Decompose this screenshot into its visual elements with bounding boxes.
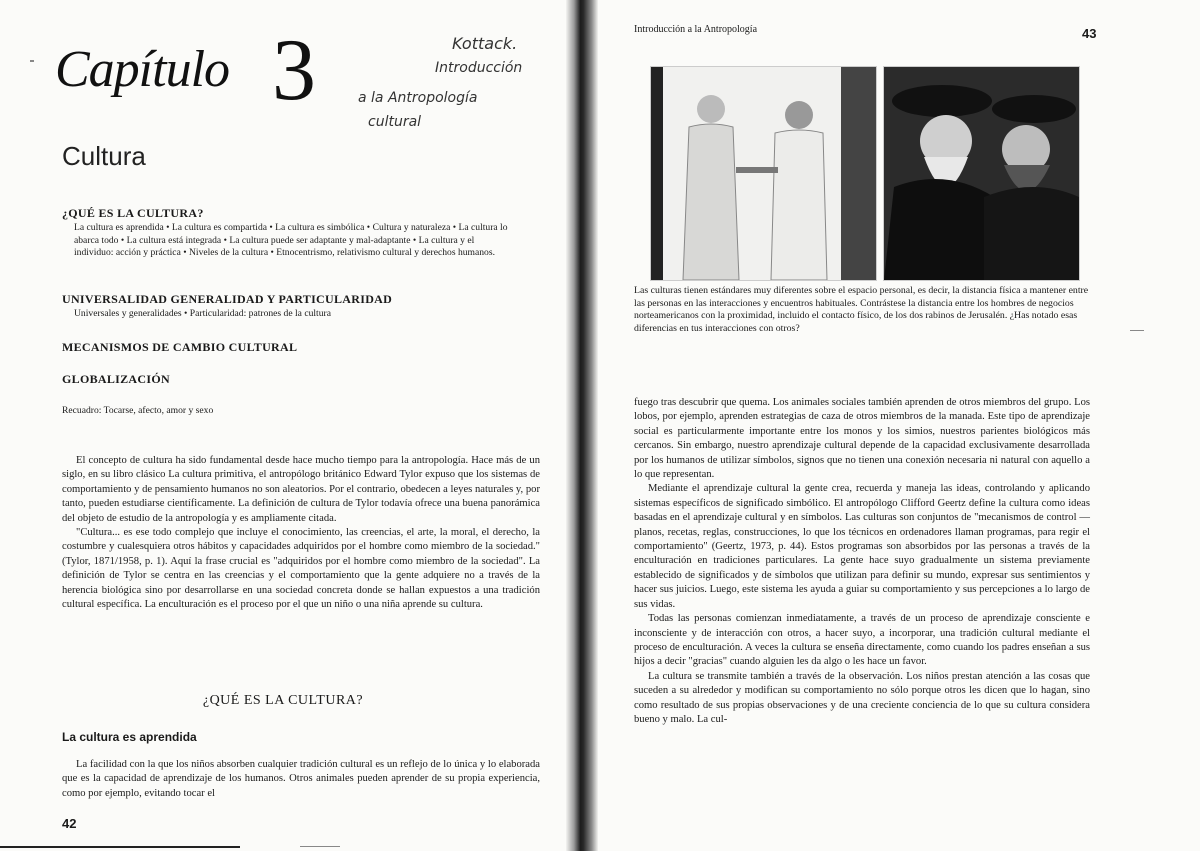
toc-heading-4: GLOBALIZACIÓN (62, 372, 170, 386)
handwritten-note-line-3: cultural (368, 114, 422, 130)
section-title: ¿QUÉ ES LA CULTURA? (202, 693, 364, 708)
rabbis-illustration (884, 67, 1079, 280)
right-paragraph-3: Todas las personas comienzan inmediatamente, a través de un proceso de aprendizaje consciente e inconsciente y de interacción con otros, a hacer suyo, a incorporar, una tradición cultural mediante el proceso de enculturación. A veces la cultura se enseña directamente, como cuando los padres enseñan a sus hijos a decir "gracias" cuando alguien les da algo o les hace un favor. (634, 613, 1090, 668)
handwritten-note-line-2: a la Antropología (358, 90, 478, 106)
scan-speck (30, 60, 34, 62)
left-page (0, 0, 566, 851)
right-paragraph-2: Mediante el aprendizaje cultural la gente crea, recuerda y maneja las ideas, controlando y aplicando sistemas específicos de significado simbólico. El antropólogo Clifford Geertz define la cultura como ideas basadas en el aprendizaje cultural y en símbolos. Las culturas son conjuntos de "mecanismos de control —planos, recetas, reglas, construcciones, lo que los técnicos en ordenadores llaman programas, para regir el comportamiento" (Geertz, 1973, p. 44). Estos programas son absorbidos por las personas a través de la enculturación en tradiciones particulares. La gente hace suyo gradualmente un sistema previamente establecido de significados y de símbolos que utilizan para definir su mundo, expresar sus sentimientos y hacer sus juicios. Luego, este sistema les ayuda a guiar su comportamiento y sus percepciones a lo largo de sus vidas. (634, 483, 1090, 610)
toc-heading-3: MECANISMOS DE CAMBIO CULTURAL (62, 340, 298, 354)
photo-caption: Las culturas tienen estándares muy diferentes sobre el espacio personal, es decir, la distancia física a mantener entre las personas en las interacciones y encuentros habituales. Contrástese la distancia entre los hombres de negocios norteamericanos con la proximidad, incluido el contacto físico, de los dos rabinos de Jerusalén. ¿Has notado esas diferencias en tus interacciones con otros? (634, 285, 1089, 334)
toc-heading-2: UNIVERSALIDAD GENERALIDAD Y PARTICULARIDAD (62, 292, 393, 306)
chapter-title: Cultura (62, 141, 146, 171)
handwritten-note-line-1: Introducción (435, 60, 523, 76)
book-gutter (566, 0, 598, 851)
page-number-left: 42 (62, 816, 77, 831)
running-head: Introducción a la Antropología (634, 24, 758, 35)
subsection-paragraph (62, 758, 540, 801)
toc-heading-1: ¿QUÉ ES LA CULTURA? (62, 206, 204, 220)
quote-text: "Cultura... es ese todo complejo que incluye el conocimiento, las creencias, el arte, la moral, el derecho, la costumbre y cualesquiera otros hábitos y capacidades adquiridos por el hombre como miembro de la sociedad." (Tylor, 1871/1958, p. 1). Aquí la frase crucial es "adquiridos por el hombre como miembro de la sociedad". La definición de Tylor se centra en las creencias y el comportamiento que la gente adquiere no a través de la herencia biológica sino por desarrollarse en una sociedad concreta donde se hallan expuestos a una tradición cultural específica. La enculturación es el proceso por el que un niño o una niña aprende su cultura. (62, 527, 540, 611)
toc-items-1: La cultura es aprendida • La cultura es compartida • La cultura es simbólica • Cultura y naturaleza • La cultura lo abarca todo • La cultura está integrada • La cultura puede ser adaptante y mal-adaptante • La cultura y el individuo: acción y práctica • Niveles de la cultura • Etnocentrismo, relativismo cultural y derechos humanos. (74, 222, 508, 258)
page-number-right: 43 (1082, 26, 1097, 41)
right-paragraph-1: fuego tras descubrir que quema. Los animales sociales también aprenden de otros miembros del grupo. Los lobos, por ejemplo, aprenden estrategias de caza de otros miembros de la manada. Este tipo de aprendizaje social es particularmente importante entre los monos y los simios, nuestros parientes biológicos más cercanos. Sin embargo, nuestro aprendizaje cultural depende de la capacidad exclusivamente desarrollada por los humanos de utilizar símbolos, signos que no tienen una conexión necesaria ni natural con aquello a lo que representan. (634, 397, 1090, 481)
subsection-text: La facilidad con la que los niños absorben cualquier tradición cultural es un reflejo de lo única y lo elaborada que es la capacidad de aprendizaje de los humanos. Otros animales pueden aprender de su propia experiencia, como por ejemplo, evitando tocar el (62, 759, 540, 799)
right-paragraph-4: La cultura se transmite también a través de la observación. Los niños prestan atención a las cosas que suceden a su alrededor y modifican su comportamiento no sólo porque otros les dicen que lo hagan, sino como resultado de sus propias observaciones y de una creciente conciencia de lo que su cultura considera bueno y malo. La cul- (634, 670, 1090, 725)
toc-items-2: Universales y generalidades • Particularidad: patrones de la cultura (74, 308, 331, 319)
scan-speck (1130, 330, 1144, 331)
chapter-word: Capítulo (55, 41, 230, 98)
photo-rabbis (883, 66, 1080, 281)
right-page (598, 0, 1200, 851)
intro-paragraph (62, 454, 540, 612)
box-note: Recuadro: Tocarse, afecto, amor y sexo (62, 405, 214, 416)
photo-businessmen (650, 66, 877, 281)
scan-speck (300, 846, 340, 847)
right-body (634, 396, 1090, 727)
businessmen-illustration (651, 67, 876, 280)
handwritten-note-author: Kottack. (452, 34, 518, 53)
intro-text: El concepto de cultura ha sido fundamental desde hace mucho tiempo para la antropología. Hace más de un siglo, en su libro clásico La cultura primitiva, el antropólogo británico Edward Tylor expuso que los sistemas de comportamiento y de pensamiento humanos no son aleatorios. Por el contrario, obedecen a leyes naturales y, por tanto, pueden estudiarse científicamente. La definición de cultura de Tylor todavía ofrece una buena panorámica del objeto de estudio de la antropología y es ampliamente citada. (62, 455, 540, 524)
subsection-title: La cultura es aprendida (62, 730, 197, 744)
chapter-number: 3 (272, 22, 316, 119)
bottom-rule (0, 846, 240, 848)
